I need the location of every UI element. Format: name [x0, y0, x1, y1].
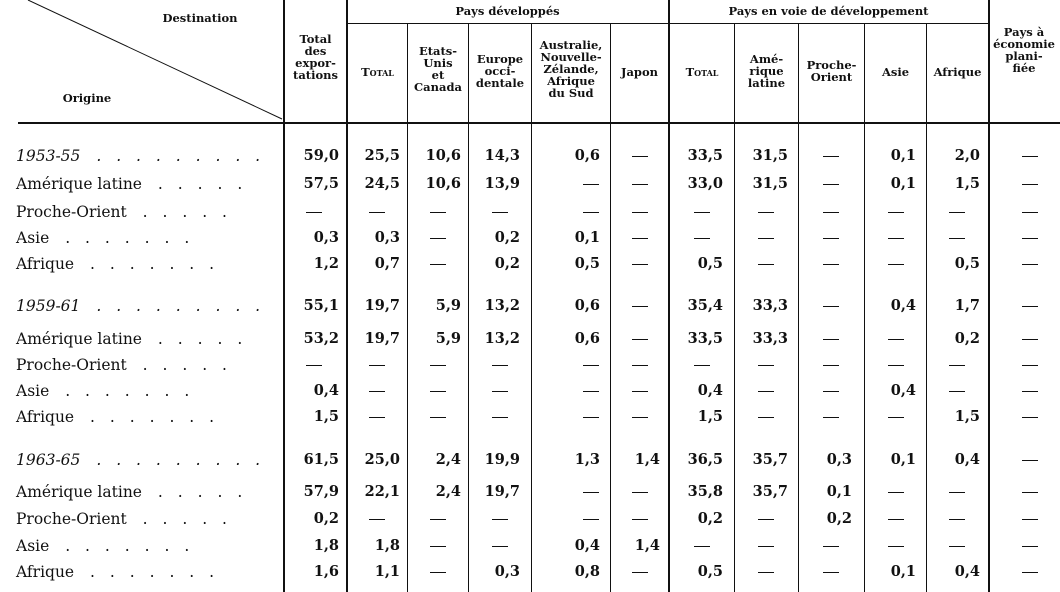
cell-value: 0,2 — [826, 510, 852, 527]
cell-dash — [632, 492, 648, 493]
cell-value: 0,4 — [954, 563, 980, 580]
cell-value: 1,3 — [574, 451, 600, 468]
cell-dash — [632, 264, 648, 265]
cell-value: 2,4 — [435, 451, 461, 468]
cell-dash — [823, 391, 839, 392]
cell-value: 35,4 — [687, 297, 723, 314]
leader-dots: . . . . . . . — [80, 408, 220, 426]
header-developing: Pays en voie de développement — [728, 4, 929, 18]
cell-dash — [1022, 212, 1038, 213]
cell-value: 0,2 — [954, 330, 980, 347]
cell-dash — [430, 365, 446, 366]
cell-value: 5,9 — [435, 330, 461, 347]
cell-dash — [632, 417, 648, 418]
cell-dash — [583, 212, 599, 213]
cell-value: 1,5 — [954, 175, 980, 192]
row-label-text: Asie — [16, 537, 50, 555]
row-label-text: Afrique — [16, 255, 75, 273]
divider-col-planned — [988, 0, 990, 592]
cell-dash — [1022, 391, 1038, 392]
row-label — [16, 563, 219, 581]
cell-dash — [823, 156, 839, 157]
cell-value: 1,7 — [954, 297, 980, 314]
row-label-text: Asie — [16, 229, 50, 247]
cell-dash — [632, 391, 648, 392]
cell-value: 1,5 — [697, 408, 723, 425]
cell-dash — [632, 519, 648, 520]
cell-value: 0,5 — [574, 255, 600, 272]
cell-value: 0,3 — [494, 563, 520, 580]
cell-dash — [369, 391, 385, 392]
row-label — [16, 356, 232, 374]
cell-value: 0,3 — [374, 229, 400, 246]
cell-value: 0,6 — [574, 297, 600, 314]
cell-dash — [1022, 519, 1038, 520]
leader-dots: . . . . . — [132, 203, 232, 221]
header-asia: Asie — [881, 65, 910, 79]
cell-value: 0,4 — [954, 451, 980, 468]
cell-value: 0,4 — [313, 382, 339, 399]
cell-dash — [430, 264, 446, 265]
cell-dash — [694, 546, 710, 547]
row-label-text: Asie — [16, 382, 50, 400]
leader-dots: . . . . . . . — [80, 563, 220, 581]
cell-value: 35,8 — [687, 483, 723, 500]
cell-dash — [888, 264, 904, 265]
cell-dash — [1022, 264, 1038, 265]
cell-dash — [430, 546, 446, 547]
cell-dash — [823, 238, 839, 239]
row-label — [16, 382, 194, 400]
cell-value: 31,5 — [752, 147, 788, 164]
header-developed: Pays développés — [455, 4, 560, 18]
cell-dash — [492, 212, 508, 213]
cell-value: 35,7 — [752, 483, 788, 500]
cell-value: 1,8 — [313, 537, 339, 554]
cell-dash — [823, 212, 839, 213]
cell-value: 14,3 — [484, 147, 520, 164]
cell-dash — [1022, 306, 1038, 307]
cell-value: 1,5 — [313, 408, 339, 425]
cell-dash — [1022, 546, 1038, 547]
row-label — [16, 330, 247, 348]
cell-dash — [632, 339, 648, 340]
cell-value: 0,5 — [954, 255, 980, 272]
cell-dash — [583, 365, 599, 366]
cell-dash — [1022, 417, 1038, 418]
cell-dash — [1022, 156, 1038, 157]
divider-col-developed — [346, 0, 348, 592]
row-label-text: Amérique latine — [16, 330, 142, 348]
cell-dash — [369, 212, 385, 213]
cell-dash — [888, 339, 904, 340]
row-label-text: 1963-65 — [16, 451, 81, 469]
cell-dash — [888, 492, 904, 493]
cell-value: 1,1 — [374, 563, 400, 580]
cell-value: 57,9 — [303, 483, 339, 500]
cell-value: 0,2 — [697, 510, 723, 527]
row-label — [16, 451, 265, 469]
cell-dash — [1022, 572, 1038, 573]
cell-dash — [758, 264, 774, 265]
cell-value: 33,3 — [752, 297, 788, 314]
cell-value: 0,7 — [374, 255, 400, 272]
cell-value: 33,0 — [687, 175, 723, 192]
cell-dash — [492, 391, 508, 392]
divider-sub — [531, 24, 532, 592]
cell-value: 33,3 — [752, 330, 788, 347]
cell-dash — [758, 519, 774, 520]
cell-dash — [583, 417, 599, 418]
leader-dots: . . . . . — [147, 175, 248, 193]
cell-dash — [758, 238, 774, 239]
cell-dash — [758, 365, 774, 366]
cell-dash — [632, 238, 648, 239]
leader-dots: . . . . . . . — [55, 229, 195, 247]
cell-dash — [823, 546, 839, 547]
cell-value: 53,2 — [303, 330, 339, 347]
leader-dots: . . . . . — [132, 356, 232, 374]
cell-value: 59,0 — [303, 147, 339, 164]
row-label — [16, 537, 194, 555]
cell-value: 24,5 — [364, 175, 400, 192]
cell-value: 0,1 — [890, 563, 916, 580]
divider-subheader — [347, 23, 989, 24]
cell-value: 0,1 — [890, 147, 916, 164]
cell-value: 2,4 — [435, 483, 461, 500]
cell-value: 25,5 — [364, 147, 400, 164]
cell-dash — [949, 492, 965, 493]
row-label-text: Proche-Orient — [16, 356, 127, 374]
row-label — [16, 203, 232, 221]
cell-dash — [888, 212, 904, 213]
cell-dash — [823, 306, 839, 307]
cell-dash — [430, 212, 446, 213]
cell-dash — [583, 391, 599, 392]
cell-dash — [1022, 339, 1038, 340]
leader-dots: . . . . . — [147, 330, 248, 348]
row-label — [16, 255, 219, 273]
cell-dash — [823, 264, 839, 265]
cell-value: 0,1 — [890, 451, 916, 468]
cell-dash — [888, 519, 904, 520]
header-africa: Afrique — [933, 65, 982, 79]
cell-dash — [430, 519, 446, 520]
cell-dash — [492, 519, 508, 520]
cell-value: 33,5 — [687, 147, 723, 164]
cell-dash — [583, 519, 599, 520]
cell-dash — [306, 365, 322, 366]
leader-dots: . . . . . . . — [55, 537, 195, 555]
cell-dash — [888, 417, 904, 418]
cell-dash — [758, 417, 774, 418]
cell-value: 35,7 — [752, 451, 788, 468]
cell-dash — [949, 546, 965, 547]
cell-value: 0,2 — [313, 510, 339, 527]
row-label — [16, 229, 194, 247]
row-label-text: 1959-61 — [16, 297, 81, 315]
cell-dash — [888, 238, 904, 239]
cell-value: 0,3 — [826, 451, 852, 468]
row-label-text: Proche-Orient — [16, 203, 127, 221]
leader-dots: . . . . . . . — [80, 255, 220, 273]
cell-dash — [1022, 365, 1038, 366]
cell-dash — [949, 365, 965, 366]
cell-value: 19,9 — [484, 451, 520, 468]
header-total-exports: Total des expor- tations — [293, 32, 338, 82]
header-planned-economy: Pays à économie plani- fiée — [993, 25, 1055, 75]
cell-value: 0,5 — [697, 255, 723, 272]
cell-value: 5,9 — [435, 297, 461, 314]
cell-value: 36,5 — [687, 451, 723, 468]
row-label-text: Afrique — [16, 563, 75, 581]
cell-dash — [430, 391, 446, 392]
cell-value: 22,1 — [364, 483, 400, 500]
cell-dash — [430, 572, 446, 573]
header-usa-canada: Etats- Unis et Canada — [414, 44, 462, 94]
row-label — [16, 175, 247, 193]
divider-col-total — [283, 0, 285, 592]
row-label — [16, 483, 247, 501]
cell-value: 1,2 — [313, 255, 339, 272]
cell-dash — [949, 519, 965, 520]
cell-value: 13,9 — [484, 175, 520, 192]
cell-value: 0,4 — [890, 297, 916, 314]
cell-dash — [694, 238, 710, 239]
cell-value: 55,1 — [303, 297, 339, 314]
cell-value: 0,5 — [697, 563, 723, 580]
cell-dash — [632, 306, 648, 307]
header-destination: Destination — [162, 11, 238, 25]
cell-value: 57,5 — [303, 175, 339, 192]
cell-value: 1,4 — [634, 537, 660, 554]
divider-col-developing — [668, 0, 670, 592]
cell-value: 19,7 — [364, 330, 400, 347]
cell-dash — [632, 156, 648, 157]
cell-dash — [694, 212, 710, 213]
cell-value: 2,0 — [954, 147, 980, 164]
header-japan: Japon — [621, 65, 658, 79]
cell-dash — [1022, 492, 1038, 493]
cell-value: 10,6 — [425, 175, 461, 192]
header-developed-total: Total — [361, 65, 394, 79]
cell-value: 1,8 — [374, 537, 400, 554]
cell-dash — [823, 417, 839, 418]
cell-value: 0,6 — [574, 330, 600, 347]
leader-dots: . . . . . . . — [55, 382, 195, 400]
leader-dots: . . . . . . . . . — [86, 147, 266, 165]
cell-value: 19,7 — [484, 483, 520, 500]
cell-dash — [583, 184, 599, 185]
cell-dash — [823, 365, 839, 366]
cell-dash — [1022, 460, 1038, 461]
cell-value: 0,4 — [697, 382, 723, 399]
cell-value: 0,2 — [494, 229, 520, 246]
cell-value: 0,2 — [494, 255, 520, 272]
cell-value: 0,1 — [826, 483, 852, 500]
leader-dots: . . . . . — [147, 483, 248, 501]
cell-dash — [632, 365, 648, 366]
cell-value: 61,5 — [303, 451, 339, 468]
header-western-europe: Europe occi- dentale — [475, 52, 525, 90]
cell-value: 13,2 — [484, 297, 520, 314]
cell-value: 0,1 — [574, 229, 600, 246]
cell-dash — [369, 365, 385, 366]
cell-dash — [694, 365, 710, 366]
row-label-text: 1953-55 — [16, 147, 81, 165]
cell-value: 10,6 — [425, 147, 461, 164]
cell-dash — [430, 417, 446, 418]
cell-dash — [430, 238, 446, 239]
cell-dash — [492, 546, 508, 547]
cell-dash — [583, 492, 599, 493]
header-origin: Origine — [62, 91, 112, 105]
cell-dash — [758, 391, 774, 392]
cell-dash — [823, 339, 839, 340]
cell-value: 13,2 — [484, 330, 520, 347]
cell-dash — [888, 365, 904, 366]
cell-dash — [949, 238, 965, 239]
leader-dots: . . . . . . . . . — [86, 297, 266, 315]
cell-dash — [632, 184, 648, 185]
row-label-text: Amérique latine — [16, 483, 142, 501]
cell-value: 0,8 — [574, 563, 600, 580]
cell-dash — [888, 546, 904, 547]
leader-dots: . . . . . . . . . — [86, 451, 266, 469]
cell-dash — [306, 212, 322, 213]
cell-value: 19,7 — [364, 297, 400, 314]
row-label-text: Proche-Orient — [16, 510, 127, 528]
cell-value: 1,4 — [634, 451, 660, 468]
divider-sub — [798, 24, 799, 592]
cell-dash — [492, 365, 508, 366]
cell-dash — [632, 572, 648, 573]
cell-dash — [823, 572, 839, 573]
row-label — [16, 147, 265, 165]
header-near-east: Proche- Orient — [806, 58, 857, 84]
cell-dash — [949, 391, 965, 392]
cell-dash — [758, 572, 774, 573]
cell-value: 33,5 — [687, 330, 723, 347]
leader-dots: . . . . . — [132, 510, 232, 528]
cell-value: 0,1 — [890, 175, 916, 192]
cell-dash — [369, 519, 385, 520]
cell-dash — [492, 417, 508, 418]
row-label — [16, 297, 265, 315]
cell-value: 1,5 — [954, 408, 980, 425]
cell-dash — [369, 417, 385, 418]
cell-value: 1,6 — [313, 563, 339, 580]
cell-value: 25,0 — [364, 451, 400, 468]
cell-dash — [823, 184, 839, 185]
cell-dash — [758, 546, 774, 547]
cell-value: 0,4 — [890, 382, 916, 399]
row-label — [16, 408, 219, 426]
cell-value: 0,3 — [313, 229, 339, 246]
cell-value: 0,4 — [574, 537, 600, 554]
cell-value: 31,5 — [752, 175, 788, 192]
cell-dash — [1022, 238, 1038, 239]
cell-dash — [758, 212, 774, 213]
cell-dash — [632, 212, 648, 213]
header-latin-america: Amé- rique latine — [747, 52, 786, 90]
divider-header — [18, 122, 1060, 124]
row-label-text: Afrique — [16, 408, 75, 426]
divider-sub — [610, 24, 611, 592]
row-label — [16, 510, 232, 528]
header-aus-nz-sa: Australie, Nouvelle- Zélande, Afrique du Sud — [539, 38, 603, 100]
row-label-text: Amérique latine — [16, 175, 142, 193]
cell-value: 0,6 — [574, 147, 600, 164]
header-developing-total: Total — [685, 65, 719, 79]
cell-dash — [1022, 184, 1038, 185]
cell-dash — [949, 212, 965, 213]
